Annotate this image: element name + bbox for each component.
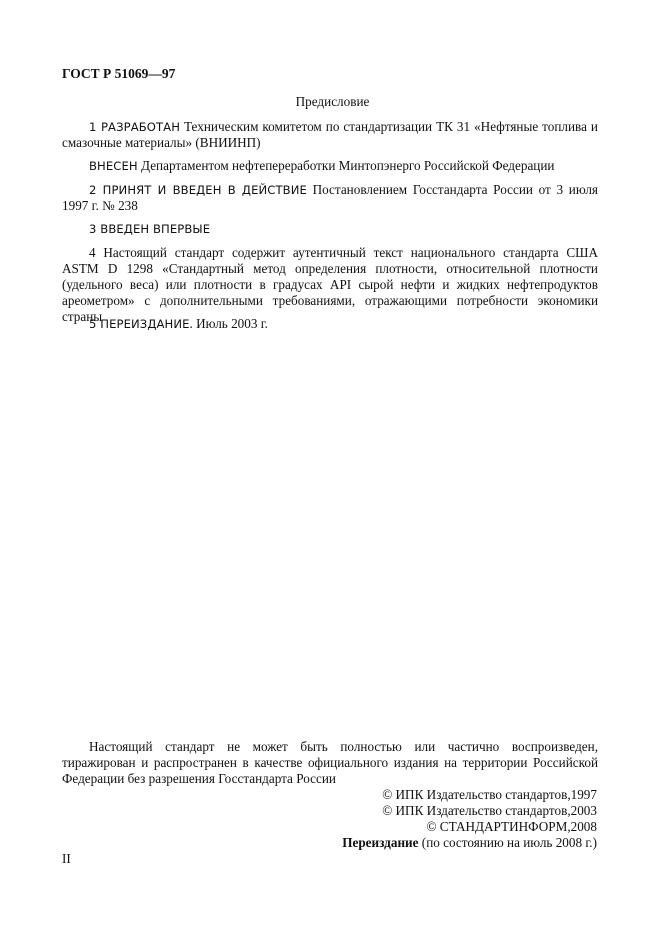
paragraph-label: 1 РАЗРАБОТАН [89,120,181,134]
paragraph-developed-by [62,119,598,151]
page-number: II [62,851,71,866]
paragraph-label: 5 ПЕРЕИЗДАНИЕ [89,317,190,331]
reissue-label: Переиздание [342,835,419,850]
paragraph-text: Постановлением Госстандарта России от 3 июля 1997 г. № 238 [62,182,598,213]
reissue-line [342,835,597,851]
paragraph-text: Техническим комитетом по стандартизации ТК 31 «Нефтяные топлива и смазочные материалы» (ВНИИНП) [62,119,598,150]
paragraph-label: ВНЕСЕН [89,159,138,173]
paragraph-adopted [62,182,598,214]
paragraph-reissue [62,316,598,332]
copyright-line: © СТАНДАРТИНФОРМ,2008 [426,819,597,834]
notice-text: Настоящий стандарт не может быть полностью или частично воспроизведен, тиражирован и распространен в качестве официального издания на территории Российской Федерации без разрешения Госстандарта России [62,739,598,786]
paragraph-label: 3 ВВЕДЕН ВПЕРВЫЕ [89,222,211,236]
paragraph-introduced-by [62,158,598,174]
section-heading: Предисловие [295,94,370,109]
reproduction-notice [62,739,598,787]
paragraph-authentic-text [62,245,598,325]
copyright-line: © ИПК Издательство стандартов,2003 [382,803,597,818]
paragraph-text: . Июль 2003 г. [189,316,268,331]
reissue-text: (по состоянию на июль 2008 г.) [418,835,597,850]
standard-code: ГОСТ Р 51069—97 [62,66,176,81]
paragraph-text: 4 Настоящий стандарт содержит аутентичный текст национального стандарта США ASTM D 1298 «Стандартный метод определения плотности, относительной плотности (удельного веса) или плотности в градусах API сырой нефти и жидких нефтепродуктов ареометром» с дополнительными требованиями, отражающими потребности экономики страны [62,245,598,324]
copyright-block [342,787,597,851]
paragraph-first-introduced [62,221,598,237]
paragraph-label: 2 ПРИНЯТ И ВВЕДЕН В ДЕЙСТВИЕ [89,183,307,197]
paragraph-text: Департаментом нефтепереработки Минтопэнерго Российской Федерации [137,158,555,173]
copyright-line: © ИПК Издательство стандартов,1997 [382,787,597,802]
